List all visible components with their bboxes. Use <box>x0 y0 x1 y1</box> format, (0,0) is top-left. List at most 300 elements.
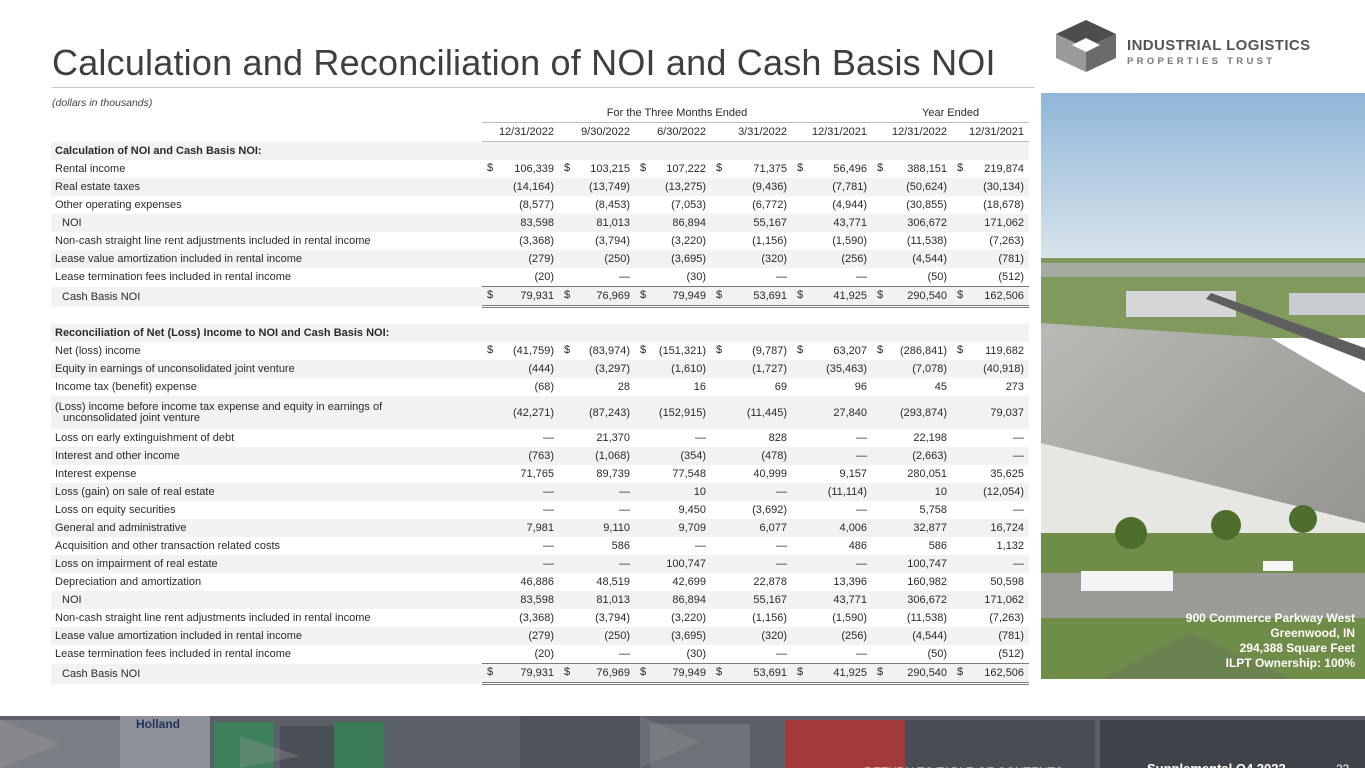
cell-value: (256) <box>841 253 868 265</box>
cell-value: 280,051 <box>907 468 948 480</box>
cell-value: — <box>1013 558 1025 570</box>
cell-value: 1,132 <box>996 540 1025 552</box>
cell-value: (41,759) <box>513 345 554 357</box>
cell-value: — <box>856 432 868 444</box>
table-row <box>51 232 1029 250</box>
dollar-sign: $ <box>877 162 884 174</box>
table-row <box>51 519 1029 537</box>
cell-value: (18,678) <box>983 199 1025 211</box>
cell-value: 7,981 <box>526 522 554 534</box>
cell-value: (6,772) <box>752 199 787 211</box>
value-cell <box>792 537 872 555</box>
value-cell <box>872 537 952 555</box>
cell-value: 86,894 <box>672 217 706 229</box>
cell-value: 22,198 <box>913 432 948 444</box>
value-cell <box>792 160 872 178</box>
value-cell <box>872 447 952 465</box>
value-cell <box>872 160 952 178</box>
value-cell <box>559 537 635 555</box>
table-row <box>51 573 1029 591</box>
value-cell <box>482 591 559 609</box>
cell-value: 103,215 <box>590 163 630 175</box>
value-cell <box>952 555 1029 573</box>
supplemental-label: Supplemental Q4 2022 <box>1147 761 1286 776</box>
cell-value: — <box>619 504 630 516</box>
value-cell <box>952 214 1029 232</box>
cell-value: 76,969 <box>596 290 630 302</box>
cell-value: 16 <box>693 381 706 393</box>
row-label-text <box>55 402 382 424</box>
value-cell <box>482 573 559 591</box>
row-label: Cash Basis NOI <box>51 287 482 307</box>
value-cell <box>952 519 1029 537</box>
cell-value: (30,855) <box>906 199 948 211</box>
value-cell <box>952 378 1029 396</box>
table-row <box>51 396 1029 429</box>
cell-value: (30) <box>686 648 706 660</box>
cell-value: 41,925 <box>833 290 868 302</box>
value-cell <box>792 178 872 196</box>
row-label: Loss on equity securities <box>55 504 176 516</box>
value-cell <box>635 645 711 664</box>
row-label: Lease termination fees included in rental income <box>55 271 292 284</box>
caption-address: 900 Commerce Parkway West <box>1185 611 1355 625</box>
value-cell <box>952 447 1029 465</box>
value-cell <box>872 232 952 250</box>
cell-value: 100,747 <box>666 558 706 570</box>
dollar-sign: $ <box>487 289 494 301</box>
cell-value: 22,878 <box>753 576 787 588</box>
value-cell <box>559 645 635 664</box>
cell-value: 71,765 <box>520 468 554 480</box>
cell-value: 43,771 <box>833 217 868 229</box>
cell-value: — <box>543 540 554 552</box>
table-row <box>51 178 1029 196</box>
value-cell <box>482 214 559 232</box>
cell-value: — <box>776 558 787 570</box>
cell-value: (3,297) <box>595 363 630 375</box>
cell-value: (7,263) <box>989 612 1025 624</box>
column-date: 3/31/2022 <box>711 123 792 142</box>
cell-value: — <box>543 486 554 498</box>
cell-value: 171,062 <box>984 594 1025 606</box>
value-cell <box>635 537 711 555</box>
row-label: Equity in earnings of unconsolidated joint venture <box>51 360 482 378</box>
value-cell <box>559 519 635 537</box>
value-cell <box>711 645 792 664</box>
value-cell <box>559 268 635 287</box>
cell-value: 10 <box>693 486 706 498</box>
quarter-group-header: For the Three Months Ended <box>482 104 872 123</box>
row-label-line1: (Loss) income before income tax expense and equity in earnings of <box>55 400 383 413</box>
dollar-sign: $ <box>487 344 494 356</box>
row-label <box>51 396 482 429</box>
table-row <box>51 465 1029 483</box>
cell-value: 89,739 <box>596 468 630 480</box>
value-cell <box>792 591 872 609</box>
cell-value: (478) <box>761 450 787 462</box>
column-date: 12/31/2022 <box>482 123 559 142</box>
value-cell <box>952 250 1029 268</box>
value-cell <box>792 573 872 591</box>
cell-value: 9,110 <box>603 522 630 534</box>
cell-value: — <box>1013 504 1025 516</box>
value-cell <box>711 609 792 627</box>
value-cell <box>711 360 792 378</box>
cell-value: (7,263) <box>989 235 1025 247</box>
column-date: 12/31/2021 <box>792 123 872 142</box>
dollar-sign: $ <box>487 162 494 174</box>
cell-value: — <box>856 504 868 516</box>
cell-value: 106,339 <box>514 163 554 175</box>
cell-value: (50,624) <box>906 181 948 193</box>
cell-value: 162,506 <box>984 290 1025 302</box>
cell-value: (354) <box>680 450 706 462</box>
section-title: Calculation of NOI and Cash Basis NOI: <box>51 142 1029 161</box>
value-cell <box>482 664 559 684</box>
value-cell <box>792 465 872 483</box>
cell-value: — <box>619 486 630 498</box>
value-cell <box>872 609 952 627</box>
value-cell <box>872 627 952 645</box>
cell-value: (8,453) <box>595 199 630 211</box>
value-cell <box>635 447 711 465</box>
cell-value: — <box>776 540 787 552</box>
value-cell <box>711 483 792 501</box>
cell-value: (42,271) <box>513 406 554 419</box>
cell-value: 96 <box>854 381 868 393</box>
table-row <box>51 483 1029 501</box>
value-cell <box>711 378 792 396</box>
table-row <box>51 196 1029 214</box>
value-cell <box>711 342 792 360</box>
units-note: (dollars in thousands) <box>52 97 153 109</box>
cell-value: (13,275) <box>665 181 706 193</box>
cell-value: (7,781) <box>832 181 868 193</box>
value-cell <box>559 160 635 178</box>
value-cell <box>711 591 792 609</box>
footer-band <box>0 716 1365 779</box>
cell-value: (4,544) <box>912 253 948 265</box>
value-cell <box>711 160 792 178</box>
value-cell <box>482 250 559 268</box>
table-row <box>51 342 1029 360</box>
dollar-sign: $ <box>957 162 964 174</box>
table-row <box>51 609 1029 627</box>
cell-value: 219,874 <box>984 163 1025 175</box>
cell-value: 35,625 <box>990 468 1025 480</box>
value-cell <box>872 360 952 378</box>
cell-value: 306,672 <box>907 594 948 606</box>
cell-value: 9,709 <box>678 522 706 534</box>
value-cell <box>711 429 792 447</box>
value-cell <box>792 196 872 214</box>
cell-value: (3,794) <box>595 235 630 247</box>
value-cell <box>872 645 952 664</box>
value-cell <box>482 396 559 429</box>
value-cell <box>635 519 711 537</box>
value-cell <box>711 287 792 307</box>
cell-value: — <box>1013 450 1025 462</box>
cell-value: (1,156) <box>752 235 787 247</box>
noi-reconciliation-table <box>51 104 1029 685</box>
row-label: Non-cash straight line rent adjustments included in rental income <box>55 612 371 624</box>
value-cell <box>482 287 559 307</box>
logo-name: INDUSTRIAL LOGISTICS <box>1127 37 1311 54</box>
value-cell <box>872 465 952 483</box>
value-cell <box>482 465 559 483</box>
value-cell <box>559 627 635 645</box>
value-cell <box>792 555 872 573</box>
value-cell <box>952 465 1029 483</box>
cell-value: (3,220) <box>671 235 706 247</box>
dollar-sign: $ <box>640 666 647 678</box>
value-cell <box>635 429 711 447</box>
value-cell <box>635 501 711 519</box>
cell-value: 81,013 <box>596 594 630 606</box>
column-date: 12/31/2022 <box>872 123 952 142</box>
cell-value: — <box>619 648 630 660</box>
cell-value: 486 <box>848 540 868 552</box>
value-cell <box>952 537 1029 555</box>
dollar-sign: $ <box>797 344 804 356</box>
value-cell <box>711 627 792 645</box>
cell-value: (68) <box>534 381 554 393</box>
value-cell <box>635 664 711 684</box>
value-cell <box>952 268 1029 287</box>
spacer-row <box>51 307 1029 325</box>
cell-value: 32,877 <box>913 522 948 534</box>
value-cell <box>482 429 559 447</box>
value-cell <box>559 178 635 196</box>
value-cell <box>952 342 1029 360</box>
value-cell <box>952 178 1029 196</box>
value-cell <box>635 396 711 429</box>
cell-value: (11,538) <box>906 612 948 624</box>
table-row <box>51 537 1029 555</box>
value-cell <box>792 447 872 465</box>
value-cell <box>711 232 792 250</box>
row-label: Net (loss) income <box>55 345 141 357</box>
cell-value: 273 <box>1005 381 1025 393</box>
cell-value: 27,840 <box>833 406 868 419</box>
cell-value: 162,506 <box>984 667 1025 679</box>
value-cell <box>559 483 635 501</box>
cell-value: 53,691 <box>753 667 787 679</box>
cell-value: 21,370 <box>596 432 630 444</box>
value-cell <box>872 396 952 429</box>
cell-value: (512) <box>998 648 1025 660</box>
cell-value: (279) <box>528 253 554 265</box>
cell-value: (1,590) <box>832 612 868 624</box>
value-cell <box>635 465 711 483</box>
dollar-sign: $ <box>487 666 494 678</box>
cell-value: (9,787) <box>752 345 787 357</box>
value-cell <box>482 519 559 537</box>
dollar-sign: $ <box>640 289 647 301</box>
value-cell <box>792 501 872 519</box>
value-cell <box>635 378 711 396</box>
caption-ownership: ILPT Ownership: 100% <box>1225 656 1355 670</box>
value-cell <box>872 287 952 307</box>
value-cell <box>711 268 792 287</box>
value-cell <box>635 250 711 268</box>
cell-value: 46,886 <box>520 576 554 588</box>
cell-value: (3,692) <box>752 504 787 516</box>
cell-value: (1,610) <box>671 363 706 375</box>
value-cell <box>711 178 792 196</box>
value-cell <box>711 465 792 483</box>
row-label: General and administrative <box>51 519 482 537</box>
page-number: 23 <box>1336 762 1350 776</box>
column-date: 6/30/2022 <box>635 123 711 142</box>
value-cell <box>792 664 872 684</box>
value-cell <box>952 591 1029 609</box>
value-cell <box>559 360 635 378</box>
cell-value: — <box>695 540 706 552</box>
cell-value: (320) <box>761 253 787 265</box>
value-cell <box>482 555 559 573</box>
cell-value: 56,496 <box>833 163 868 175</box>
section-title: Reconciliation of Net (Loss) Income to NOI and Cash Basis NOI: <box>51 324 1029 342</box>
cell-value: 28 <box>617 381 630 393</box>
value-cell <box>792 360 872 378</box>
dollar-sign: $ <box>877 666 884 678</box>
cell-value: 81,013 <box>596 217 630 229</box>
cell-value: 586 <box>611 540 630 552</box>
value-cell <box>559 214 635 232</box>
cell-value: 55,167 <box>753 594 787 606</box>
value-cell <box>482 232 559 250</box>
cell-value: — <box>1013 432 1025 444</box>
cell-value: 79,931 <box>520 290 554 302</box>
value-cell <box>952 627 1029 645</box>
dollar-sign: $ <box>716 162 723 174</box>
cell-value: 388,151 <box>907 163 948 175</box>
dollar-sign: $ <box>716 289 723 301</box>
table-row <box>51 664 1029 684</box>
cell-value: (7,078) <box>912 363 948 375</box>
cell-value: — <box>543 432 554 444</box>
cell-value: (2,663) <box>912 450 948 462</box>
cell-value: (4,544) <box>912 630 948 642</box>
value-cell <box>792 378 872 396</box>
value-cell <box>872 196 952 214</box>
value-cell <box>635 178 711 196</box>
value-cell <box>792 287 872 307</box>
return-to-toc-link[interactable]: RETURN TO TABLE OF CONTENTS <box>864 765 1064 779</box>
cell-value: (3,794) <box>595 612 630 624</box>
value-cell <box>559 342 635 360</box>
cell-value: 16,724 <box>990 522 1025 534</box>
dollar-sign: $ <box>716 666 723 678</box>
row-label: Loss on impairment of real estate <box>51 555 482 573</box>
cell-value: 5,758 <box>919 504 948 516</box>
value-cell <box>952 483 1029 501</box>
cell-value: (20) <box>534 271 554 283</box>
value-cell <box>711 664 792 684</box>
cell-value: (7,053) <box>671 199 706 211</box>
value-cell <box>482 645 559 664</box>
value-cell <box>711 537 792 555</box>
row-label-line2: unconsolidated joint venture <box>63 411 200 424</box>
value-cell <box>482 501 559 519</box>
row-label: Lease value amortization included in rental income <box>51 250 482 268</box>
value-cell <box>482 196 559 214</box>
cell-value: 41,925 <box>833 667 868 679</box>
value-cell <box>872 573 952 591</box>
row-label: Lease value amortization included in rental income <box>51 627 482 645</box>
value-cell <box>482 360 559 378</box>
cell-value: 48,519 <box>596 576 630 588</box>
value-cell <box>635 160 711 178</box>
value-cell <box>635 591 711 609</box>
logo-cube-icon <box>1054 20 1118 72</box>
row-label: Loss on early extinguishment of debt <box>55 432 235 444</box>
logo-subtitle: PROPERTIES TRUST <box>1127 56 1276 67</box>
value-cell <box>792 250 872 268</box>
cell-value: 10 <box>934 486 948 498</box>
value-cell <box>792 429 872 447</box>
value-cell <box>792 268 872 287</box>
value-cell <box>635 232 711 250</box>
value-cell <box>635 609 711 627</box>
value-cell <box>872 178 952 196</box>
cell-value: 586 <box>928 540 948 552</box>
cell-value: (1,156) <box>752 612 787 624</box>
cell-value: — <box>776 271 787 283</box>
value-cell <box>635 268 711 287</box>
cell-value: (4,944) <box>832 199 868 211</box>
section-title-row <box>51 324 1029 342</box>
cell-value: 290,540 <box>907 667 948 679</box>
cell-value: (13,749) <box>589 181 630 193</box>
value-cell <box>482 609 559 627</box>
value-cell <box>872 501 952 519</box>
caption-city: Greenwood, IN <box>1270 626 1355 640</box>
row-label: Income tax (benefit) expense <box>55 381 197 393</box>
value-cell <box>952 429 1029 447</box>
cell-value: 171,062 <box>984 217 1025 229</box>
value-cell <box>872 519 952 537</box>
row-label: NOI <box>51 591 482 609</box>
cell-value: (87,243) <box>589 406 630 419</box>
cell-value: — <box>543 504 554 516</box>
value-cell <box>792 342 872 360</box>
date-header-row <box>51 123 1029 142</box>
value-cell <box>872 342 952 360</box>
cell-value: — <box>695 432 706 444</box>
value-cell <box>559 591 635 609</box>
cell-value: (20) <box>534 648 554 660</box>
cell-value: 69 <box>774 381 787 393</box>
spacer-cell <box>51 307 1029 325</box>
value-cell <box>482 537 559 555</box>
value-cell <box>792 627 872 645</box>
cell-value: (279) <box>528 630 554 642</box>
value-cell <box>559 447 635 465</box>
row-label: Acquisition and other transaction related costs <box>55 540 281 552</box>
value-cell <box>482 447 559 465</box>
value-cell <box>952 196 1029 214</box>
value-cell <box>482 178 559 196</box>
table-row <box>51 160 1029 178</box>
cell-value: 79,037 <box>990 406 1025 419</box>
cell-value: 119,682 <box>985 345 1025 357</box>
value-cell <box>711 196 792 214</box>
group-header-row <box>51 104 1029 123</box>
table-row <box>51 250 1029 268</box>
